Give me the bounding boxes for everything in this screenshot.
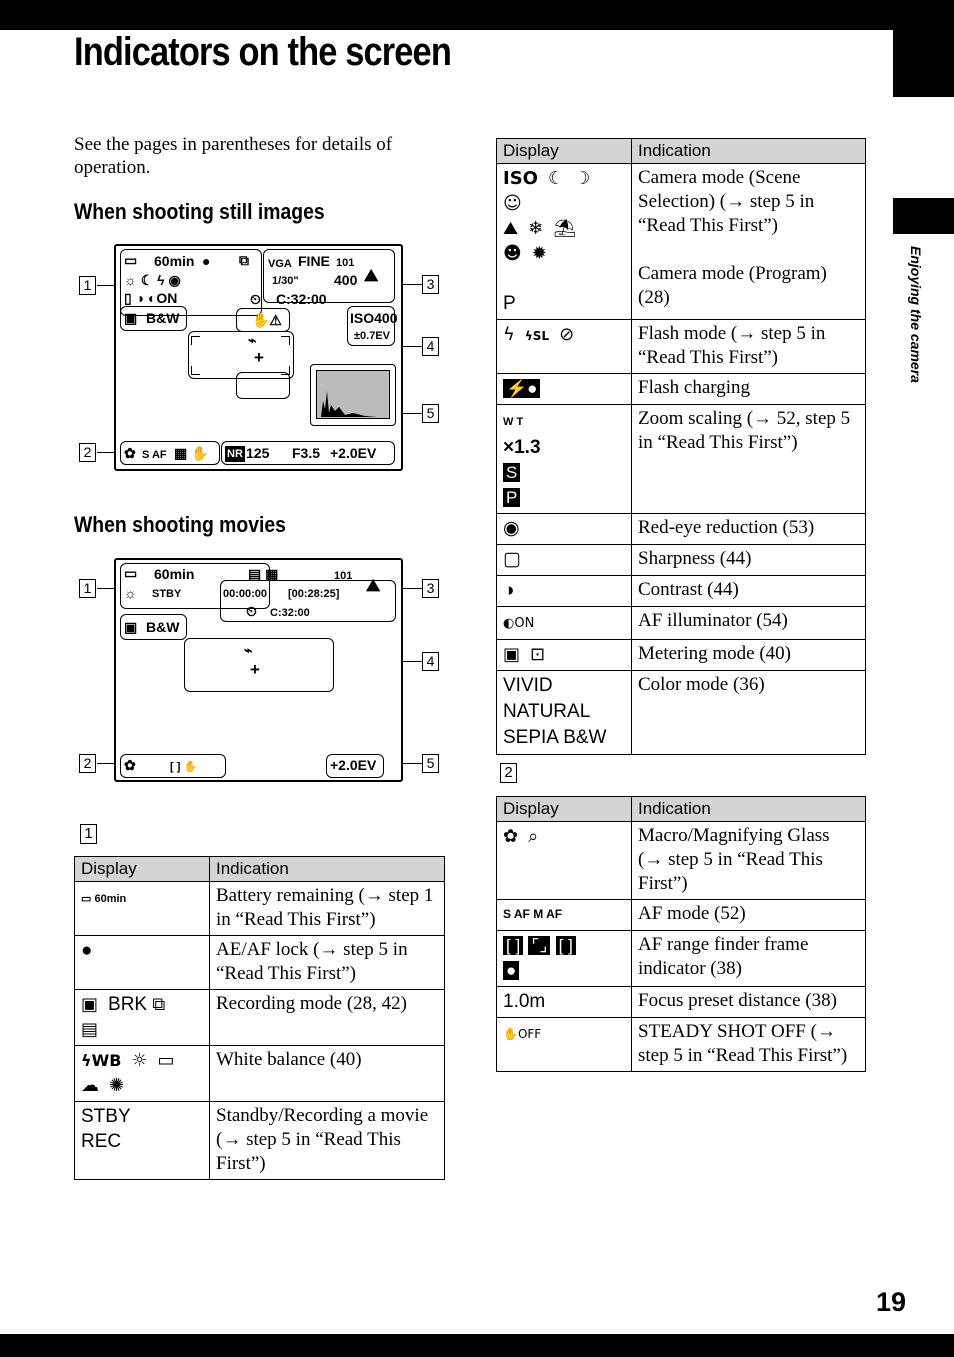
t2-display-afrange bbox=[497, 931, 632, 987]
self-timer-icon: ⏲ bbox=[250, 291, 261, 307]
flash-charging-icon: ⚡● bbox=[503, 379, 540, 398]
af-illuminator-icon: ◐ON bbox=[503, 616, 535, 631]
movie-callout-5: 5 bbox=[422, 754, 439, 773]
red-eye-icon: ◉ bbox=[503, 518, 520, 539]
callout-1: 1 bbox=[79, 276, 96, 295]
af-multi-icon: [ ] bbox=[503, 936, 523, 955]
t2-ind-steady: STEADY SHOT OFF (→ step 5 in “Read This First”) bbox=[632, 1018, 866, 1072]
tr-ind-scene: Camera mode (Scene Selection) (→ step 5 in “Read This First”) Camera mode (Program) (28) bbox=[632, 164, 866, 320]
t2-display-focus: 1.0m bbox=[497, 987, 632, 1018]
t1-display-wb bbox=[75, 1046, 210, 1102]
af-wide-icon: [ ] bbox=[556, 936, 576, 955]
landscape-icon: ⛰ bbox=[503, 218, 519, 239]
table-right bbox=[496, 138, 866, 755]
still-color-mode: B&W bbox=[146, 310, 180, 326]
movie-shake-icon: ⌁ bbox=[244, 642, 253, 658]
section-2-box: 2 bbox=[500, 763, 517, 783]
af-spot-icon: ● bbox=[503, 961, 519, 980]
still-ev-small: ±0.7EV bbox=[354, 330, 391, 342]
t2-ind-focus: Focus preset distance (38) bbox=[632, 987, 866, 1018]
steady-shot-off-icon: ✋OFF bbox=[503, 1027, 542, 1041]
t1-ind-aelock: AE/AF lock (→ step 5 in “Read This First”) bbox=[210, 936, 445, 990]
callout-3: 3 bbox=[422, 275, 439, 294]
t2-ind-macro: Macro/Magnifying Glass (→ step 5 in “Read This First”) bbox=[632, 822, 866, 900]
movie-color-mode: B&W bbox=[146, 619, 180, 635]
tr-display-metering bbox=[497, 640, 632, 671]
sharpness-contrast-icons: ▯ ◑ ◐ON bbox=[124, 290, 178, 306]
fluorescent-icon: ▭ bbox=[157, 1050, 175, 1071]
macro-flower-icon: ✿ bbox=[503, 826, 519, 847]
tr-header-indication: Indication bbox=[632, 139, 866, 164]
tr-header-display: Display bbox=[497, 139, 632, 164]
camera-shake-icon: ⌁ bbox=[248, 332, 257, 348]
movie-time: 00:00:00 bbox=[223, 588, 268, 600]
movie-memory-icon: ⛰ bbox=[366, 576, 381, 595]
movie-heading: When shooting movies bbox=[74, 512, 286, 537]
table-1 bbox=[74, 856, 445, 1180]
flash-off-icon: ⊘ bbox=[559, 324, 575, 345]
movie-callout-1: 1 bbox=[79, 579, 96, 598]
movie-callout-2: 2 bbox=[79, 754, 96, 773]
still-aperture: F3.5 bbox=[292, 445, 321, 461]
still-remaining: 400 bbox=[334, 272, 358, 288]
table-2 bbox=[496, 796, 866, 1072]
section-1-box: 1 bbox=[80, 824, 97, 844]
top-bar bbox=[0, 0, 954, 30]
tr-display-afillum bbox=[497, 607, 632, 640]
still-battery: 60min bbox=[154, 253, 195, 269]
tr-display-contrast: ◑ bbox=[497, 576, 632, 607]
tr-display-sharpness: ▢ bbox=[497, 545, 632, 576]
movie-callout-3: 3 bbox=[422, 579, 439, 598]
ae-lock-icon: ● bbox=[202, 253, 211, 269]
callout-4: 4 bbox=[422, 337, 439, 356]
movie-remaining-time: [00:28:25] bbox=[288, 588, 340, 600]
still-diagram bbox=[74, 242, 454, 472]
movie-metering-icon: ▣ bbox=[124, 619, 138, 635]
flash-wb-icon: ϟWB bbox=[81, 1051, 122, 1070]
callout-5: 5 bbox=[422, 404, 439, 423]
tr-display-scene bbox=[497, 164, 632, 320]
histogram-graph bbox=[317, 371, 389, 418]
steady-shot-warning-icon: ✋⚠ bbox=[252, 312, 282, 328]
side-tab bbox=[893, 198, 954, 234]
page-title: Indicators on the screen bbox=[74, 30, 451, 74]
movie-callout-4: 4 bbox=[422, 652, 439, 671]
bottom-bar bbox=[0, 1334, 954, 1357]
t2-display-steady bbox=[497, 1018, 632, 1072]
beach-icon: ⛱ bbox=[553, 218, 577, 239]
movie-battery-icon: ▭ bbox=[124, 565, 138, 581]
movie-ev: +2.0EV bbox=[330, 757, 377, 773]
still-nr: NR bbox=[227, 448, 243, 460]
movie-stby: STBY bbox=[152, 588, 182, 600]
daylight-icon: ☼ bbox=[131, 1050, 148, 1071]
still-ev: +2.0EV bbox=[330, 445, 377, 461]
t1-display-recmode: ▣ BRK ⧉ ▤ bbox=[75, 990, 210, 1046]
still-speed: 125 bbox=[246, 445, 270, 461]
tr-ind-zoom: Zoom scaling (→ 52, step 5 in “Read This First”) bbox=[632, 405, 866, 514]
tr-ind-afillum: AF illuminator (54) bbox=[632, 607, 866, 640]
still-self-timer: C:32:00 bbox=[276, 291, 327, 307]
tr-ind-flash: Flash mode (→ step 5 in “Read This First”) bbox=[632, 320, 866, 374]
still-screen bbox=[114, 244, 403, 471]
tr-ind-contrast: Contrast (44) bbox=[632, 576, 866, 607]
t2-display-afmode: S AF M AF bbox=[497, 900, 632, 931]
movie-icon: ▤ bbox=[81, 1019, 99, 1040]
still-af-mode: S AF bbox=[142, 449, 167, 461]
movie-timer-icon: ⏲ bbox=[246, 603, 257, 619]
multi-burst-icon: ▣ bbox=[81, 994, 99, 1015]
tr-display-charging bbox=[497, 374, 632, 405]
page-number: 19 bbox=[876, 1287, 907, 1317]
t1-ind-recmode: Recording mode (28, 42) bbox=[210, 990, 445, 1046]
t1-header-display: Display bbox=[75, 857, 210, 882]
memory-icon: ⛰ bbox=[364, 266, 379, 285]
battery-icon: ▭ 60min bbox=[81, 893, 127, 905]
snow-icon: ❄ bbox=[528, 218, 544, 239]
center-metering-icon: ⊡ bbox=[530, 644, 546, 665]
tr-display-redeye bbox=[497, 514, 632, 545]
movie-macro-icon: ✿ bbox=[124, 757, 136, 773]
macro-icon: ✿ bbox=[124, 445, 136, 461]
fireworks-icon: ✹ bbox=[531, 243, 547, 264]
tr-ind-sharpness: Sharpness (44) bbox=[632, 545, 866, 576]
movie-screen bbox=[114, 558, 403, 782]
af-range-icon: ▦ ✋ bbox=[174, 445, 209, 461]
crosshair-icon: + bbox=[254, 348, 264, 367]
tr-display-zoom bbox=[497, 405, 632, 514]
high-iso-icon: ISO bbox=[503, 168, 538, 189]
t1-display-stby: STBY REC bbox=[75, 1102, 210, 1180]
movie-mode-icon: ▤ ▦ bbox=[248, 566, 279, 582]
movie-diagram bbox=[74, 556, 454, 786]
still-shutter: 1/30" bbox=[272, 275, 299, 287]
spot-metering-icon: ▣ bbox=[503, 644, 521, 665]
smart-zoom-icon: S bbox=[503, 463, 520, 482]
recording-mode-icon: ⧉ bbox=[239, 252, 249, 268]
t1-ind-wb: White balance (40) bbox=[210, 1046, 445, 1102]
movie-battery: 60min bbox=[154, 566, 195, 582]
t1-display-aelock: ● bbox=[75, 936, 210, 990]
magnifier-icon: ⌕ bbox=[528, 826, 539, 847]
movie-folder: 101 bbox=[334, 570, 353, 582]
still-iso: ISO400 bbox=[350, 310, 398, 326]
t2-display-macro bbox=[497, 822, 632, 900]
tr-ind-metering: Metering mode (40) bbox=[632, 640, 866, 671]
intro-text: See the pages in parentheses for details of operation. bbox=[74, 134, 393, 178]
t2-header-display: Display bbox=[497, 797, 632, 822]
portrait-icon: ☺ bbox=[503, 193, 522, 214]
tr-ind-redeye: Red-eye reduction (53) bbox=[632, 514, 866, 545]
t1-header-indication: Indication bbox=[210, 857, 445, 882]
tr-ind-color: Color mode (36) bbox=[632, 671, 866, 755]
top-right-block bbox=[893, 30, 954, 97]
metering-icon: ▣ bbox=[124, 310, 138, 326]
movie-self-timer: C:32:00 bbox=[270, 607, 310, 619]
t1-ind-battery: Battery remaining (→ step 1 in “Read This First”) bbox=[210, 882, 445, 936]
movie-af-range-icon: [ ] ✋ bbox=[170, 761, 198, 773]
still-folder: 101 bbox=[336, 257, 355, 269]
still-quality: FINE bbox=[298, 253, 330, 269]
twilight-portrait-icon: ☽ bbox=[574, 168, 591, 189]
side-label: Enjoying the camera bbox=[908, 246, 924, 383]
still-image-size: VGA bbox=[268, 258, 292, 270]
t1-ind-stby: Standby/Recording a movie (→ step 5 in “Read This First”) bbox=[210, 1102, 445, 1180]
t2-ind-afrange: AF range finder frame indicator (38) bbox=[632, 931, 866, 987]
tr-display-flash bbox=[497, 320, 632, 374]
zoom-value: ×1.3 bbox=[503, 437, 541, 458]
histogram bbox=[316, 370, 390, 419]
still-battery-icon: ▭ bbox=[124, 252, 138, 268]
program-mode: P bbox=[503, 293, 516, 314]
flash-on-icon: ϟ bbox=[503, 324, 515, 345]
twilight-icon: ☾ bbox=[547, 168, 565, 189]
zoom-bar-icon: W T bbox=[503, 416, 524, 428]
cloudy-icon: ☁ bbox=[81, 1075, 99, 1096]
burst-icon: ⧉ bbox=[152, 994, 166, 1015]
movie-crosshair-icon: + bbox=[250, 660, 260, 679]
tr-display-color: VIVID NATURAL SEPIA B&W bbox=[497, 671, 632, 755]
af-center-icon: ⌜⌟ bbox=[528, 936, 550, 955]
slow-sync-icon: ϟSL bbox=[524, 329, 550, 343]
white-balance-icon: ☼ ☾ ϟ ◉ bbox=[124, 272, 181, 288]
tr-ind-charging: Flash charging bbox=[632, 374, 866, 405]
precision-zoom-icon: P bbox=[503, 488, 520, 507]
t2-ind-afmode: AF mode (52) bbox=[632, 900, 866, 931]
incandescent-icon: ✺ bbox=[109, 1075, 125, 1096]
callout-2: 2 bbox=[79, 443, 96, 462]
candle-icon: ☻ bbox=[503, 243, 522, 264]
t1-display-battery bbox=[75, 882, 210, 936]
movie-wb-icon: ☼ bbox=[124, 585, 137, 601]
still-heading: When shooting still images bbox=[74, 199, 325, 224]
t2-header-indication: Indication bbox=[632, 797, 866, 822]
